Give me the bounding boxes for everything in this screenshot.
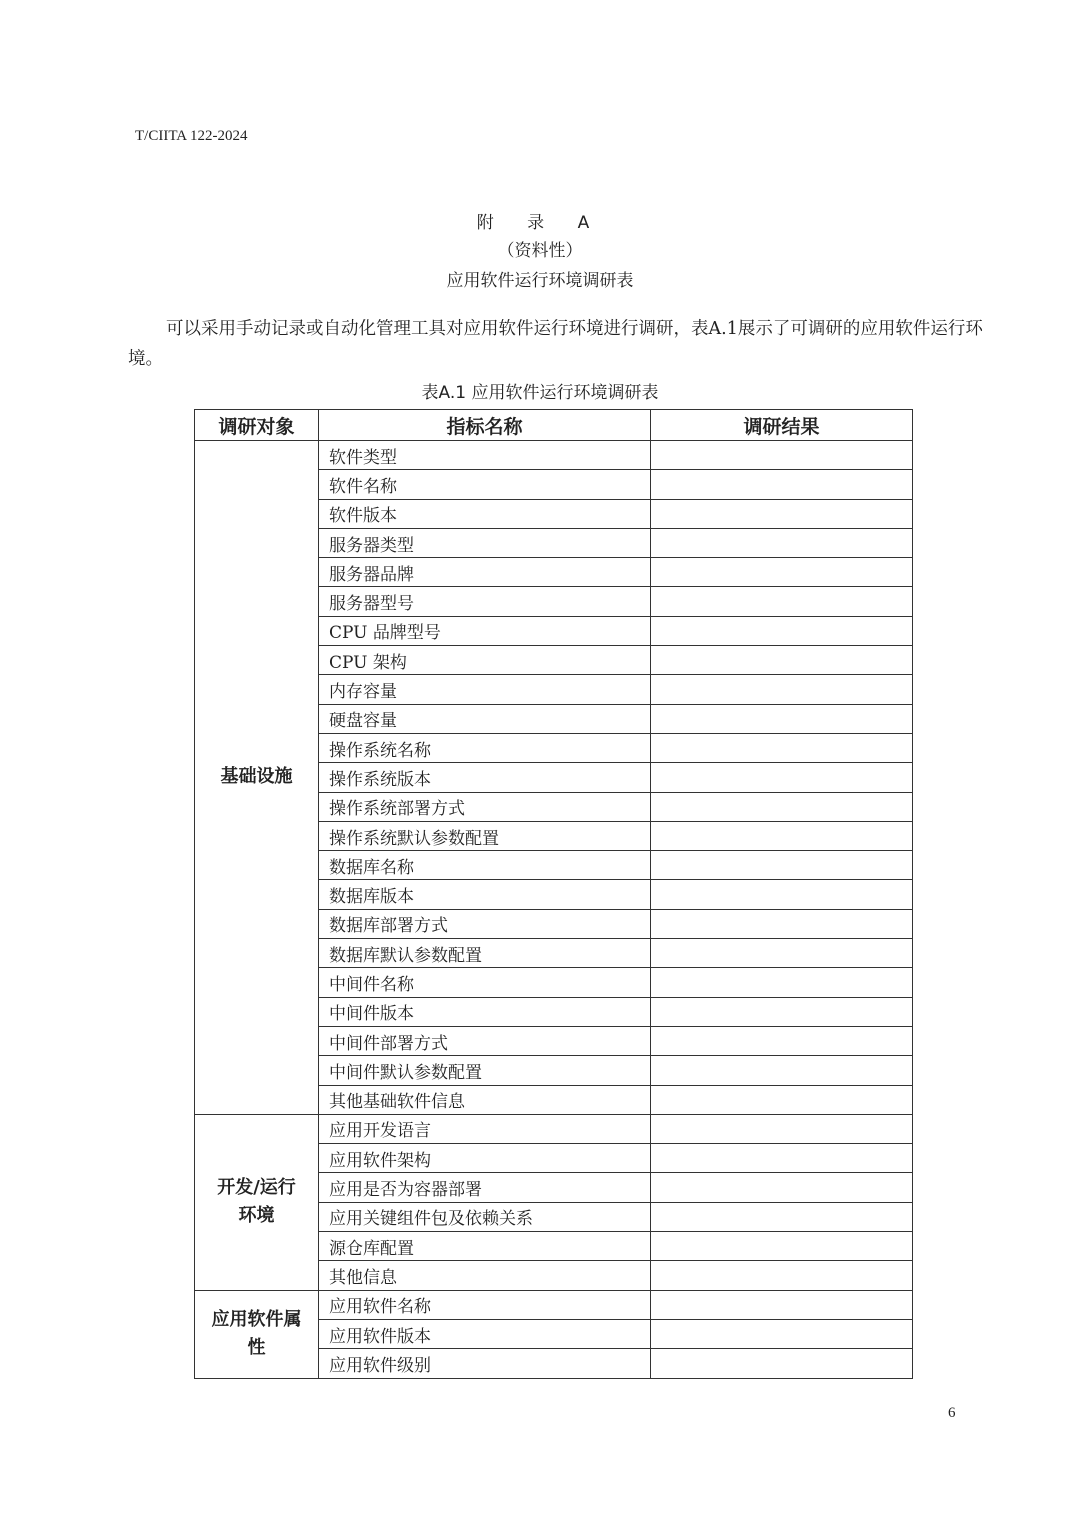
survey-table: [194, 409, 913, 1379]
indicator-name-cell: 应用软件架构: [319, 1144, 651, 1173]
indicator-name-cell: 软件类型: [319, 441, 651, 470]
header-survey-object: 调研对象: [195, 410, 319, 441]
survey-result-cell[interactable]: [651, 1261, 913, 1290]
indicator-name-cell: 操作系统默认参数配置: [319, 821, 651, 850]
indicator-name-cell: 中间件默认参数配置: [319, 1056, 651, 1085]
survey-result-cell[interactable]: [651, 1085, 913, 1114]
indicator-name-cell: 数据库部署方式: [319, 909, 651, 938]
survey-result-cell[interactable]: [651, 939, 913, 968]
indicator-name-cell: 应用是否为容器部署: [319, 1173, 651, 1202]
table-row: [195, 441, 913, 470]
indicator-name-cell: 数据库名称: [319, 851, 651, 880]
survey-result-cell[interactable]: [651, 909, 913, 938]
indicator-name-cell: 服务器类型: [319, 528, 651, 557]
survey-result-cell[interactable]: [651, 704, 913, 733]
indicator-name-cell: 软件名称: [319, 470, 651, 499]
survey-result-cell[interactable]: [651, 1144, 913, 1173]
appendix-title: 应用软件运行环境调研表: [446, 271, 634, 291]
table-caption: 表A.1 应用软件运行环境调研表: [421, 383, 659, 403]
table-row: [195, 1114, 913, 1143]
indicator-name-cell: 硬盘容量: [319, 704, 651, 733]
survey-result-cell[interactable]: [651, 1202, 913, 1231]
indicator-name-cell: 应用软件版本: [319, 1319, 651, 1348]
survey-result-cell[interactable]: [651, 1349, 913, 1378]
survey-result-cell[interactable]: [651, 851, 913, 880]
indicator-name-cell: 应用软件级别: [319, 1349, 651, 1378]
survey-result-cell[interactable]: [651, 733, 913, 762]
indicator-name-cell: CPU 品牌型号: [319, 616, 651, 645]
indicator-name-cell: 数据库版本: [319, 880, 651, 909]
table-body: [195, 441, 913, 1379]
header-indicator-name: 指标名称: [319, 410, 651, 441]
survey-result-cell[interactable]: [651, 616, 913, 645]
survey-result-cell[interactable]: [651, 763, 913, 792]
survey-result-cell[interactable]: [651, 997, 913, 1026]
survey-result-cell[interactable]: [651, 441, 913, 470]
survey-result-cell[interactable]: [651, 470, 913, 499]
group-name-cell: 应用软件属性: [195, 1290, 319, 1378]
indicator-name-cell: 操作系统版本: [319, 763, 651, 792]
intro-paragraph: 可以采用手动记录或自动化管理工具对应用软件运行环境进行调研，表A.1展示了可调研的应用软件运行环境。: [128, 319, 983, 369]
indicator-name-cell: 其他基础软件信息: [319, 1085, 651, 1114]
indicator-name-cell: 应用关键组件包及依赖关系: [319, 1202, 651, 1231]
survey-result-cell[interactable]: [651, 1114, 913, 1143]
standard-code: T/CIITA 122-2024: [135, 128, 248, 144]
indicator-name-cell: 中间件版本: [319, 997, 651, 1026]
survey-result-cell[interactable]: [651, 499, 913, 528]
survey-result-cell[interactable]: [651, 1056, 913, 1085]
appendix-nature: （资料性）: [497, 241, 583, 261]
survey-result-cell[interactable]: [651, 880, 913, 909]
survey-result-cell[interactable]: [651, 675, 913, 704]
group-name-cell: 基础设施: [195, 441, 319, 1115]
survey-result-cell[interactable]: [651, 821, 913, 850]
indicator-name-cell: 其他信息: [319, 1261, 651, 1290]
survey-result-cell[interactable]: [651, 968, 913, 997]
survey-result-cell[interactable]: [651, 792, 913, 821]
indicator-name-cell: 操作系统名称: [319, 733, 651, 762]
survey-result-cell[interactable]: [651, 1319, 913, 1348]
indicator-name-cell: 源仓库配置: [319, 1232, 651, 1261]
survey-result-cell[interactable]: [651, 1232, 913, 1261]
indicator-name-cell: 应用软件名称: [319, 1290, 651, 1319]
table-header-row: [195, 410, 913, 441]
survey-result-cell[interactable]: [651, 528, 913, 557]
table-row: [195, 1290, 913, 1319]
survey-result-cell[interactable]: [651, 558, 913, 587]
indicator-name-cell: 应用开发语言: [319, 1114, 651, 1143]
appendix-label: 附 录 A: [476, 213, 604, 233]
survey-result-cell[interactable]: [651, 587, 913, 616]
survey-result-cell[interactable]: [651, 1026, 913, 1055]
indicator-name-cell: 中间件名称: [319, 968, 651, 997]
indicator-name-cell: 操作系统部署方式: [319, 792, 651, 821]
indicator-name-cell: CPU 架构: [319, 646, 651, 675]
group-name-cell: 开发/运行环境: [195, 1114, 319, 1290]
indicator-name-cell: 数据库默认参数配置: [319, 939, 651, 968]
survey-result-cell[interactable]: [651, 1290, 913, 1319]
indicator-name-cell: 软件版本: [319, 499, 651, 528]
indicator-name-cell: 服务器品牌: [319, 558, 651, 587]
survey-result-cell[interactable]: [651, 1173, 913, 1202]
indicator-name-cell: 中间件部署方式: [319, 1026, 651, 1055]
header-survey-result: 调研结果: [651, 410, 913, 441]
indicator-name-cell: 内存容量: [319, 675, 651, 704]
page-number: 6: [948, 1405, 956, 1421]
indicator-name-cell: 服务器型号: [319, 587, 651, 616]
survey-result-cell[interactable]: [651, 646, 913, 675]
